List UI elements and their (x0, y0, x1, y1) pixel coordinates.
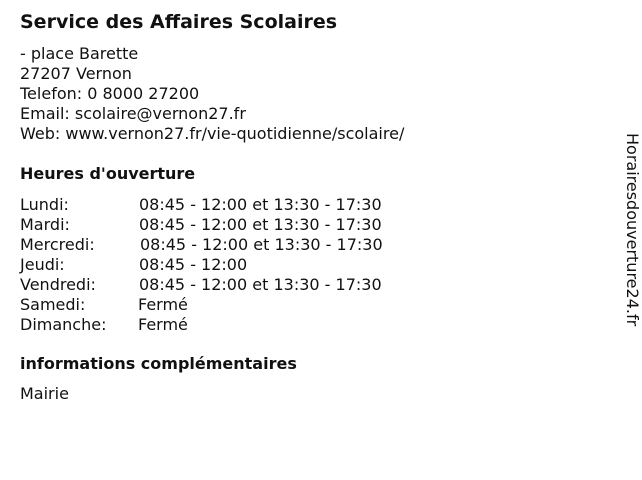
time-value: 08:45 - 12:00 et 13:30 - 17:30 (140, 235, 383, 254)
time-value: 08:45 - 12:00 (139, 255, 248, 274)
time-value: 08:45 - 12:00 et 13:30 - 17:30 (139, 275, 382, 294)
hours-row-wednesday (20, 235, 383, 255)
day-label: Lundi: (20, 195, 69, 214)
time-value: 08:45 - 12:00 et 13:30 - 17:30 (139, 195, 382, 214)
site-watermark: Horairesdouverture24.fr (623, 133, 642, 327)
day-label: Mercredi: (20, 235, 95, 254)
email-address: Email: scolaire@vernon27.fr (20, 104, 246, 123)
hours-row-tuesday (20, 215, 383, 235)
day-label: Dimanche: (20, 315, 107, 334)
address-street: - place Barette (20, 44, 139, 63)
day-label: Jeudi: (20, 255, 65, 274)
opening-hours-heading: Heures d'ouverture (20, 164, 196, 183)
time-value: 08:45 - 12:00 et 13:30 - 17:30 (139, 215, 382, 234)
additional-info-text: Mairie (20, 384, 69, 403)
website-url: Web: www.vernon27.fr/vie-quotidienne/scolaire/ (20, 124, 405, 143)
hours-row-friday (20, 275, 383, 295)
additional-info-heading: informations complémentaires (20, 354, 297, 373)
day-label: Vendredi: (20, 275, 96, 294)
time-value: Fermé (138, 295, 188, 314)
hours-row-monday (20, 195, 383, 215)
hours-row-thursday (20, 255, 383, 275)
day-label: Mardi: (20, 215, 70, 234)
hours-row-saturday (20, 295, 383, 315)
page-title: Service des Affaires Scolaires (20, 11, 338, 33)
day-label: Samedi: (20, 295, 86, 314)
opening-hours-table (20, 195, 383, 335)
time-value: Fermé (138, 315, 188, 334)
phone-number: Telefon: 0 8000 27200 (20, 84, 200, 103)
address-city: 27207 Vernon (20, 64, 132, 83)
address-block (20, 44, 404, 144)
hours-row-sunday (20, 315, 383, 335)
